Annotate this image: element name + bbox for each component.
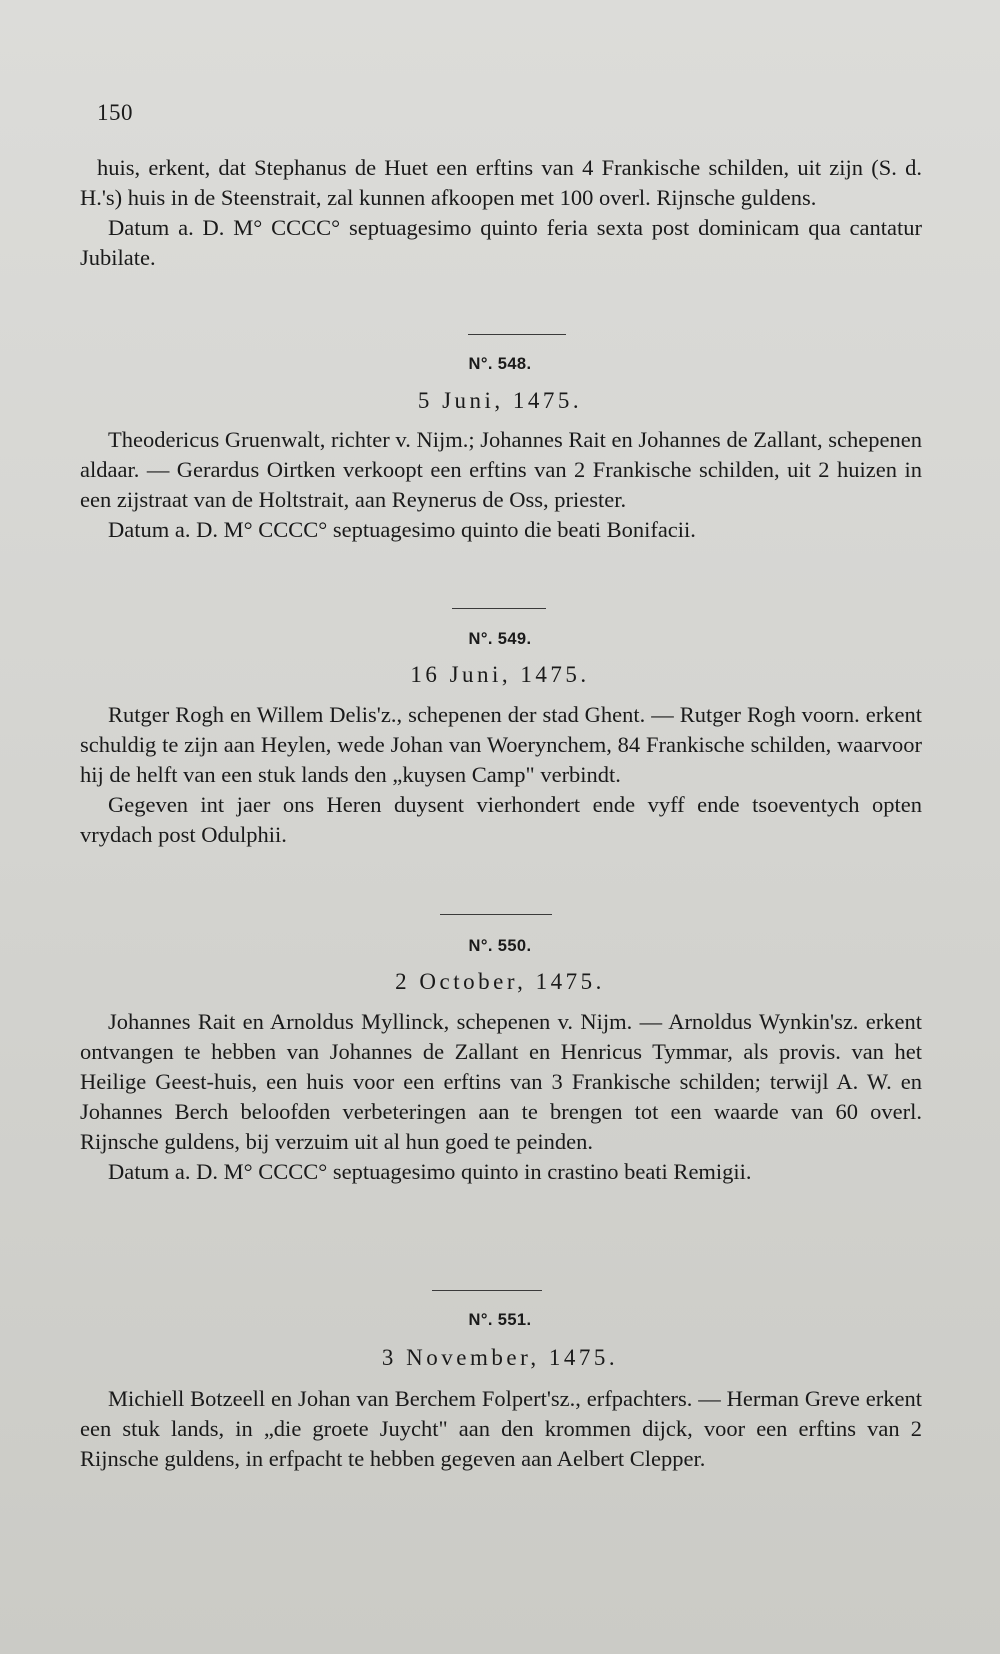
section-divider: [468, 334, 566, 335]
entry-paragraph: Theodericus Gruenwalt, richter v. Nijm.; Johannes Rait en Johannes de Zallant, schepenen aldaar. — Gerardus Oirtken verkoopt een erftins van 2 Frankische schilden, uit 2 huizen in een zijstraat van de Holtstrait, aan Reynerus de Oss, priester.: [80, 427, 922, 512]
section-divider: [452, 608, 546, 609]
entry-paragraph: Johannes Rait en Arnoldus Myllinck, schepenen v. Nijm. — Arnoldus Wynkin'sz. erkent ontvangen te hebben van Johannes de Zallant en Henricus Tymmar, als provis. van het Heilige Geest-huis, een huis voor een erftins van 3 Frankische schilden; terwijl A. W. en Johannes Berch beloofden verbeteringen aan te brengen tot een waarde van 60 overl. Rijnsche guldens, bij verzuim uit al hun goed te peinden.: [80, 1009, 922, 1154]
entry-paragraph: Rutger Rogh en Willem Delis'z., schepenen der stad Ghent. — Rutger Rogh voorn. erkent schuldig te zijn aan Heylen, wede Johan van Woerynchem, 84 Frankische schilden, waarvoor hij de helft van een stuk lands den „kuysen Camp" verbindt.: [80, 702, 922, 787]
entry-date: 2 October, 1475.: [395, 969, 605, 994]
continuation-paragraph: huis, erkent, dat Stephanus de Huet een erftins van 4 Frankische schilden, uit zijn (S. d. H.'s) huis in de Steenstrait, zal kunnen afkoopen met 100 overl. Rijnsche guldens.: [80, 155, 922, 210]
section-divider: [440, 914, 552, 915]
entry-paragraph: Michiell Botzeell en Johan van Berchem Folpert'sz., erfpachters. — Herman Greve erkent een stuk lands, in „die groete Juycht" aan den krommen dijck, voor een erftins van 2 Rijnsche guldens, in erfpacht te hebben gegeven aan Aelbert Clepper.: [80, 1386, 922, 1471]
section-divider: [432, 1290, 542, 1291]
entry-number: N°. 549.: [468, 630, 532, 648]
continuation-datum: Datum a. D. M° CCCC° septuagesimo quinto feria sexta post dominicam qua cantatur Jubilate.: [80, 215, 922, 270]
entry-date: 5 Juni, 1475.: [417, 388, 583, 413]
continuation-text: [80, 153, 922, 273]
entry-date: 16 Juni, 1475.: [410, 662, 590, 687]
entry-text: [80, 700, 922, 850]
entry-number: N°. 550.: [468, 937, 532, 955]
page-number: 150: [97, 100, 133, 125]
entry-date: 3 November, 1475.: [381, 1345, 619, 1370]
entry-datum: Datum a. D. M° CCCC° septuagesimo quinto in crastino beati Remigii.: [108, 1159, 752, 1184]
entry-number: N°. 548.: [468, 355, 532, 373]
entry-number: N°. 551.: [468, 1311, 532, 1329]
entry-text: [80, 425, 922, 545]
entry-text: [80, 1384, 922, 1474]
entry-text: [80, 1007, 922, 1187]
entry-datum: Gegeven int jaer ons Heren duysent vierhondert ende vyff ende tsoeventych opten vrydach post Odulphii.: [80, 792, 922, 847]
entry-datum: Datum a. D. M° CCCC° septuagesimo quinto die beati Bonifacii.: [108, 517, 696, 542]
